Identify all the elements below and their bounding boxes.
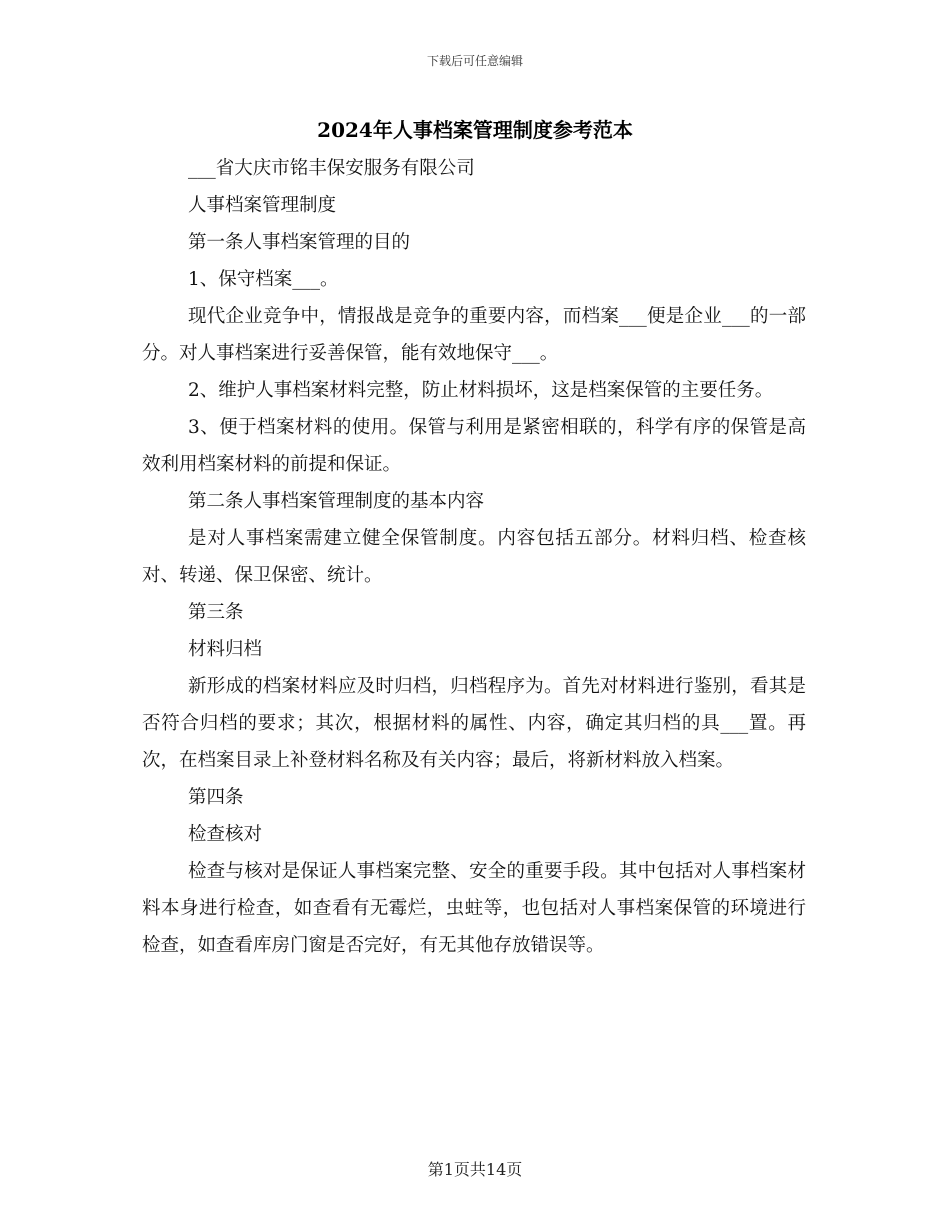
article-heading: 第二条人事档案管理制度的基本内容 bbox=[188, 491, 485, 512]
page-header-note: 下载后可任意编辑 bbox=[426, 54, 523, 68]
article-heading: 第三条 bbox=[188, 602, 244, 623]
subsection-heading: 材料归档 bbox=[188, 639, 263, 660]
list-item: 2、维护人事档案材料完整，防止材料损坏，这是档案保管的主要任务。 bbox=[188, 380, 774, 401]
article-heading: 第四条 bbox=[188, 787, 244, 808]
article-heading: 第一条人事档案管理的目的 bbox=[188, 232, 411, 253]
paragraph: 新形成的档案材料应及时归档，归档程序为。首先对材料进行鉴别，看其是否符合归档的要求；其次，根据材料的属性、内容，确定其归档的具___置。再次，在档案目录上补登材料名称及有关内容；最后，将新材料放入档案。 bbox=[142, 676, 806, 771]
document-body bbox=[142, 150, 806, 964]
company-name: ___省大庆市铭丰保安服务有限公司 bbox=[188, 158, 475, 179]
list-item: 1、保守档案___。 bbox=[188, 269, 339, 290]
subsection-heading: 检查核对 bbox=[188, 824, 263, 845]
section-heading: 人事档案管理制度 bbox=[188, 195, 337, 216]
paragraph: 现代企业竞争中，情报战是竞争的重要内容，而档案___便是企业___的一部分。对人事档案进行妥善保管，能有效地保守___。 bbox=[142, 306, 806, 364]
paragraph: 检查与核对是保证人事档案完整、安全的重要手段。其中包括对人事档案材料本身进行检查，如查看有无霉烂，虫蛀等，也包括对人事档案保管的环境进行检查，如查看库房门窗是否完好，有无其他存放错误等。 bbox=[142, 861, 806, 956]
paragraph: 是对人事档案需建立健全保管制度。内容包括五部分。材料归档、检查核对、转递、保卫保密、统计。 bbox=[142, 528, 806, 586]
page-number: 第1页共14页 bbox=[427, 1160, 523, 1179]
document-title: 2024年人事档案管理制度参考范本 bbox=[317, 118, 633, 142]
list-item: 3、便于档案材料的使用。保管与利用是紧密相联的，科学有序的保管是高效利用档案材料的前提和保证。 bbox=[142, 417, 806, 475]
